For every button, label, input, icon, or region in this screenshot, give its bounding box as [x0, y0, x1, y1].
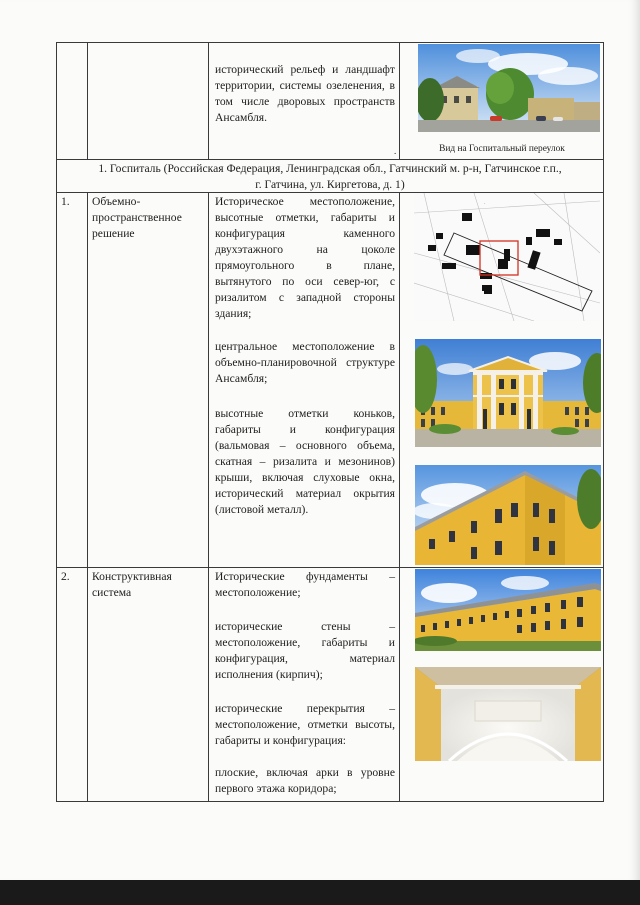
photo-central-portico [415, 339, 601, 447]
photo-caption: Вид на Госпитальный переулок [439, 144, 565, 154]
table-border [56, 801, 604, 802]
photo-corridor-ceiling [415, 667, 601, 761]
row1-text1: Историческое местоположение, высотные отметки, габариты и конфигурация каменного двухэтажного на цоколе прямоугольного в плане, вытянутого по оси север-юг, с ризалитом с западной стороны здания; [215, 195, 395, 320]
column-divider [87, 192, 88, 802]
column-divider [399, 192, 400, 802]
column-divider [603, 42, 604, 802]
row2-text1: Исторические фундаменты – местоположение; [215, 570, 395, 599]
photo-building-corner [415, 465, 601, 565]
column-divider [208, 42, 209, 160]
row1-name: Объемно-пространственное решение [92, 195, 182, 240]
row1-number: 1. [61, 195, 70, 208]
row1-text2: центральное местоположение в объемно-планировочной структуре Ансамбля; [215, 340, 395, 385]
photo-street-view [418, 44, 600, 132]
row2-text3: исторические перекрытия – местоположение, отметки высоты, габариты и конфигурация: [215, 702, 395, 747]
row2-text2: исторические стены – местоположение, габариты и конфигурация, материал исполнения (кирпич); [215, 620, 395, 681]
column-divider [56, 42, 57, 802]
column-divider [208, 192, 209, 802]
row0-description: исторический рельеф и ландшафт территории, системы озеленения, в том числе дворовых пространств Ансамбля. [215, 63, 395, 124]
row1-text3: высотные отметки коньков, габариты и конфигурация (вальмовая – основного объема, скатная – ризалита и мезонинов) крыши, включая слуховые окна, исторический материал окрытия (листовой металл). [215, 407, 395, 516]
section-title-line2: г. Гатчина, ул. Киргетова, д. 1) [255, 178, 405, 191]
photo-long-facade [415, 569, 601, 651]
row0-dot: . [394, 146, 397, 156]
row2-number: 2. [61, 570, 70, 583]
row-divider [56, 567, 604, 568]
section-title-line1: 1. Госпиталь (Российская Федерация, Ленинградская обл., Гатчинский м. р-н, Гатчинское г.п., [98, 162, 562, 175]
site-plan [414, 193, 600, 321]
row2-text4: плоские, включая арки в уровне первого этажа коридора; [215, 766, 395, 795]
row2-name: Конструктивная система [92, 570, 172, 599]
heritage-table [56, 42, 604, 802]
table-border [56, 42, 604, 43]
section-title [60, 161, 600, 193]
row-divider [56, 159, 604, 160]
svg-text:·: · [484, 201, 486, 207]
column-divider [87, 42, 88, 160]
